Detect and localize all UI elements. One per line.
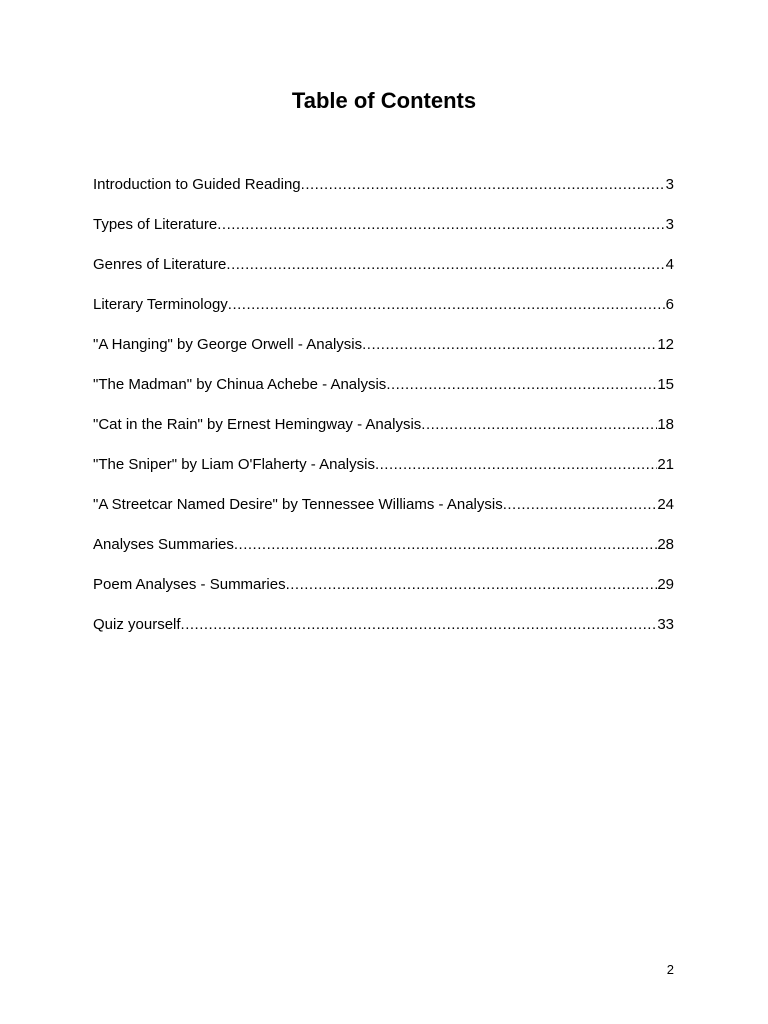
toc-leader-dots bbox=[301, 172, 666, 198]
toc-entry-page: 3 bbox=[665, 176, 674, 193]
toc-leader-dots bbox=[181, 612, 658, 638]
toc-entry-title: "A Streetcar Named Desire" by Tennessee Williams - Analysis bbox=[93, 496, 503, 513]
toc-entry-title: Literary Terminology bbox=[93, 296, 228, 313]
table-of-contents bbox=[93, 172, 674, 652]
toc-entry[interactable] bbox=[93, 252, 674, 292]
toc-entry[interactable] bbox=[93, 572, 674, 612]
toc-entry-page: 12 bbox=[657, 336, 674, 353]
toc-entry[interactable] bbox=[93, 372, 674, 412]
toc-entry-title: "The Madman" by Chinua Achebe - Analysis bbox=[93, 376, 387, 393]
toc-entry-title: "Cat in the Rain" by Ernest Hemingway - Analysis bbox=[93, 416, 422, 433]
page-number: 2 bbox=[666, 962, 674, 977]
page-title: Table of Contents bbox=[291, 88, 477, 113]
toc-entry[interactable] bbox=[93, 412, 674, 452]
toc-entry[interactable] bbox=[93, 332, 674, 372]
toc-entry-page: 3 bbox=[665, 216, 674, 233]
toc-entry-title: "A Hanging" by George Orwell - Analysis bbox=[93, 336, 363, 353]
toc-leader-dots bbox=[226, 252, 665, 278]
toc-entry-title: Poem Analyses - Summaries bbox=[93, 576, 286, 593]
toc-entry[interactable] bbox=[93, 172, 674, 212]
toc-entry-page: 18 bbox=[657, 416, 674, 433]
toc-entry[interactable] bbox=[93, 532, 674, 572]
toc-entry-page: 33 bbox=[657, 616, 674, 633]
toc-entry-page: 4 bbox=[665, 256, 674, 273]
toc-entry-title: Types of Literature bbox=[93, 216, 218, 233]
toc-leader-dots bbox=[362, 332, 657, 358]
toc-leader-dots bbox=[386, 372, 657, 398]
toc-leader-dots bbox=[286, 572, 658, 598]
toc-entry-page: 28 bbox=[657, 536, 674, 553]
toc-leader-dots bbox=[503, 492, 658, 518]
toc-leader-dots bbox=[234, 532, 657, 558]
toc-entry[interactable] bbox=[93, 212, 674, 252]
toc-entry[interactable] bbox=[93, 612, 674, 652]
toc-entry-page: 21 bbox=[657, 456, 674, 473]
toc-leader-dots bbox=[228, 292, 666, 318]
toc-leader-dots bbox=[421, 412, 657, 438]
toc-entry-page: 6 bbox=[665, 296, 674, 313]
toc-entry[interactable] bbox=[93, 492, 674, 532]
toc-entry-title: Analyses Summaries bbox=[93, 536, 234, 553]
toc-leader-dots bbox=[375, 452, 657, 478]
toc-leader-dots bbox=[217, 212, 665, 238]
toc-entry-title: "The Sniper" by Liam O'Flaherty - Analysis bbox=[93, 456, 375, 473]
toc-entry-title: Quiz yourself bbox=[93, 616, 181, 633]
toc-entry-page: 24 bbox=[657, 496, 674, 513]
toc-entry-page: 15 bbox=[657, 376, 674, 393]
toc-entry-title: Genres of Literature bbox=[93, 256, 227, 273]
toc-entry-page: 29 bbox=[657, 576, 674, 593]
toc-entry-title: Introduction to Guided Reading bbox=[93, 176, 301, 193]
toc-entry[interactable] bbox=[93, 452, 674, 492]
toc-entry[interactable] bbox=[93, 292, 674, 332]
